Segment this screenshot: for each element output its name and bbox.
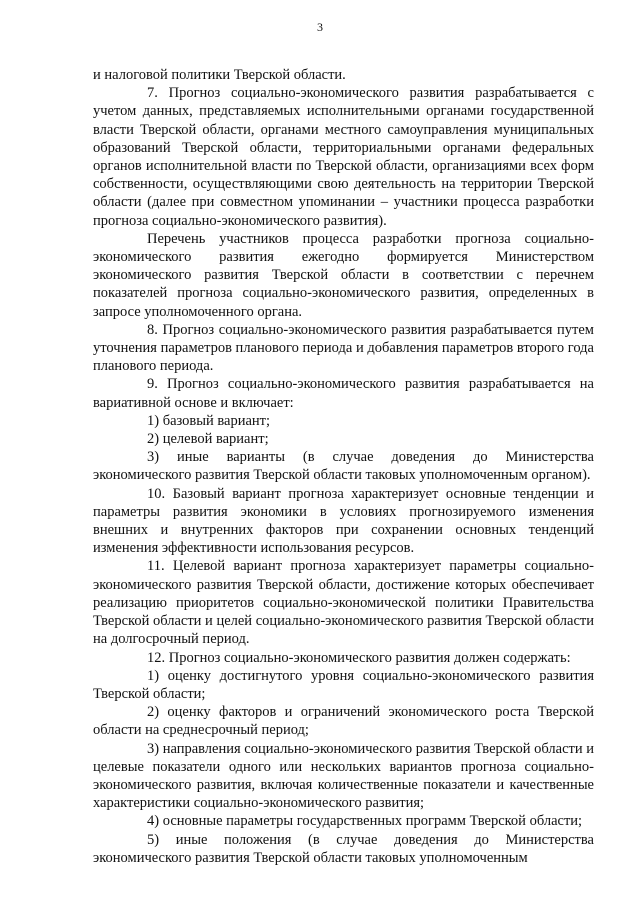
paragraph: и налоговой политики Тверской области. xyxy=(93,67,346,83)
paragraph: 1) оценку достигнутого уровня социально-экономического развития Тверской области; xyxy=(93,667,594,702)
paragraph: 9. Прогноз социально-экономического развития разрабатывается на вариативной основе и включает: xyxy=(93,376,594,411)
paragraph: 4) основные параметры государственных программ Тверской области; xyxy=(147,813,583,830)
paragraph: 12. Прогноз социально-экономического развития должен содержать: xyxy=(147,649,571,666)
paragraph: 3) направления социально-экономического развития Тверской области и целевые показатели одного или нескольких вариантов прогноза социально-экономического развития, включая количественные показатели и качественные характеристики социально-экономического развития; xyxy=(93,740,594,812)
paragraph: Перечень участников процесса разработки прогноза социально-экономического развития ежегодно формируется Министерством экономического развития Тверской области в соответствии с перечнем показателей прогноза социально-экономического развития, определенных в запросе уполномоченного органа. xyxy=(93,230,594,320)
paragraph: 2) оценку факторов и ограничений экономического роста Тверской области на среднесрочный период; xyxy=(93,704,594,739)
paragraph: 11. Целевой вариант прогноза характеризует параметры социально-экономического развития Тверской области, достижение которых обеспечивает реализацию приоритетов социально-экономической политики Правительства Тверской области и целей социально-экономического развития Тверской области на долгосрочный период. xyxy=(93,558,594,648)
page-number: 3 xyxy=(317,20,323,34)
paragraph: 8. Прогноз социально-экономического развития разрабатывается путем уточнения параметров планового периода и добавления параметров второго года планового периода. xyxy=(93,321,594,375)
paragraph: 1) базовый вариант; xyxy=(147,412,271,429)
document-body xyxy=(93,66,594,867)
paragraph: 10. Базовый вариант прогноза характеризует основные тенденции и параметры развития экономики в условиях прогнозируемого изменения внешних и внутренних факторов при сохранении основных тенденций изменения эффективности использования ресурсов. xyxy=(93,485,594,557)
paragraph: 7. Прогноз социально-экономического развития разрабатывается с учетом данных, представляемых исполнительными органами государственной власти Тверской области, органами местного самоуправления муниципальных образований Тверской области, территориальными органами федеральных органов исполнительной власти по Тверской области, организациями всех форм собственности, осуществляющими свою деятельность на территории Тверской области (далее при совместном упоминании – участники процесса разработки прогноза социально-экономического развития). xyxy=(93,85,594,229)
paragraph: 3) иные варианты (в случае доведения до Министерства экономического развития Тверской области таковых уполномоченным органом). xyxy=(93,449,594,484)
paragraph: 5) иные положения (в случае доведения до Министерства экономического развития Тверской области таковых уполномоченным xyxy=(93,831,594,866)
paragraph: 2) целевой вариант; xyxy=(147,431,269,448)
